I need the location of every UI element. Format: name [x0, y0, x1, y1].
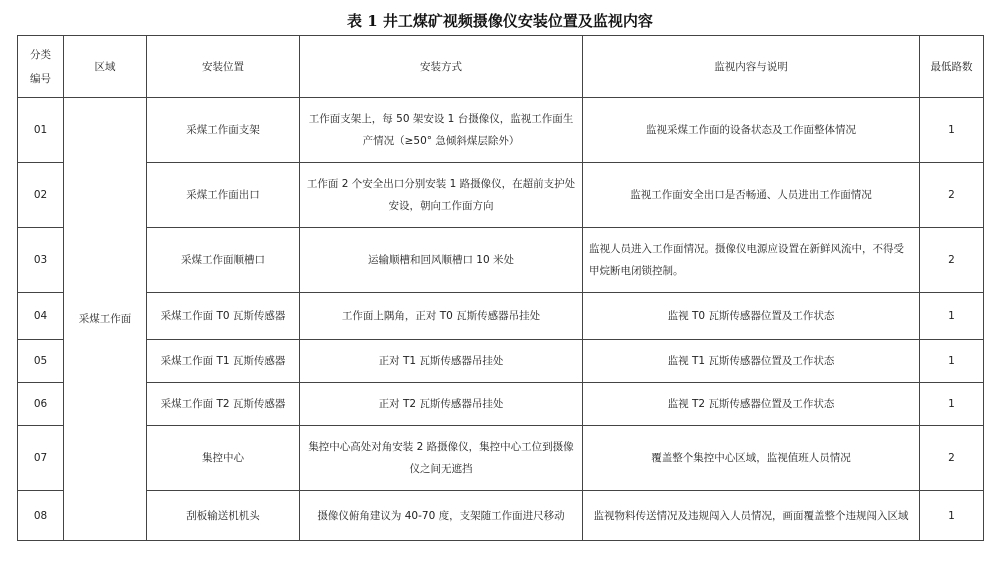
- row-content: 监视工作面安全出口是否畅通、人员进出工作面情况: [583, 163, 920, 228]
- table-row: [18, 491, 984, 541]
- row-content: 监视 T2 瓦斯传感器位置及工作状态: [583, 383, 920, 426]
- row-position: 采煤工作面 T2 瓦斯传感器: [147, 383, 300, 426]
- row-content: 监视 T1 瓦斯传感器位置及工作状态: [583, 340, 920, 383]
- row-id: 06: [18, 383, 64, 426]
- row-id: 02: [18, 163, 64, 228]
- header-id-line1: 分类: [30, 48, 51, 61]
- row-channels: 2: [920, 163, 984, 228]
- row-position: 刮板输送机机头: [147, 491, 300, 541]
- table-row: [18, 228, 984, 293]
- row-channels: 1: [920, 98, 984, 163]
- table-row: [18, 98, 984, 163]
- header-id: [18, 36, 64, 98]
- row-position: 采煤工作面 T1 瓦斯传感器: [147, 340, 300, 383]
- row-id: 08: [18, 491, 64, 541]
- row-channels: 2: [920, 228, 984, 293]
- area-cell: 采煤工作面: [64, 98, 147, 541]
- header-method: 安装方式: [300, 36, 583, 98]
- row-method: 工作面上隅角，正对 T0 瓦斯传感器吊挂处: [300, 293, 583, 340]
- row-channels: 1: [920, 383, 984, 426]
- row-method: 摄像仪俯角建议为 40-70 度，支架随工作面进尺移动: [300, 491, 583, 541]
- row-method: 工作面 2 个安全出口分别安装 1 路摄像仪，在超前支护处安设，朝向工作面方向: [300, 163, 583, 228]
- row-channels: 1: [920, 491, 984, 541]
- row-content: 监视 T0 瓦斯传感器位置及工作状态: [583, 293, 920, 340]
- row-channels: 2: [920, 426, 984, 491]
- table-row: [18, 340, 984, 383]
- row-content: 监视采煤工作面的设备状态及工作面整体情况: [583, 98, 920, 163]
- row-id: 01: [18, 98, 64, 163]
- row-content: 覆盖整个集控中心区域，监视值班人员情况: [583, 426, 920, 491]
- header-position: 安装位置: [147, 36, 300, 98]
- row-position: 采煤工作面支架: [147, 98, 300, 163]
- header-row: [18, 36, 984, 98]
- row-position: 集控中心: [147, 426, 300, 491]
- header-content: 监视内容与说明: [583, 36, 920, 98]
- row-position: 采煤工作面顺槽口: [147, 228, 300, 293]
- row-position: 采煤工作面出口: [147, 163, 300, 228]
- installation-table: [17, 35, 984, 541]
- row-id: 07: [18, 426, 64, 491]
- table-row: [18, 293, 984, 340]
- table-row: [18, 426, 984, 491]
- table-row: [18, 383, 984, 426]
- header-id-line2: 编号: [30, 72, 51, 85]
- row-id: 03: [18, 228, 64, 293]
- table-title: 表 1 井工煤矿视频摄像仪安装位置及监视内容: [347, 12, 653, 30]
- row-position: 采煤工作面 T0 瓦斯传感器: [147, 293, 300, 340]
- row-content: 监视人员进入工作面情况。摄像仪电源应设置在新鲜风流中，不得受甲烷断电闭锁控制。: [583, 228, 920, 293]
- row-id: 04: [18, 293, 64, 340]
- row-channels: 1: [920, 340, 984, 383]
- row-method: 正对 T1 瓦斯传感器吊挂处: [300, 340, 583, 383]
- row-method: 工作面支架上，每 50 架安设 1 台摄像仪，监视工作面生产情况（≥50° 急倾斜煤层除外）: [300, 98, 583, 163]
- row-id: 05: [18, 340, 64, 383]
- row-method: 正对 T2 瓦斯传感器吊挂处: [300, 383, 583, 426]
- row-channels: 1: [920, 293, 984, 340]
- header-min-channels: 最低路数: [920, 36, 984, 98]
- row-method: 运输顺槽和回风顺槽口 10 米处: [300, 228, 583, 293]
- table-row: [18, 163, 984, 228]
- row-method: 集控中心高处对角安装 2 路摄像仪，集控中心工位到摄像仪之间无遮挡: [300, 426, 583, 491]
- header-area: 区域: [64, 36, 147, 98]
- row-content: 监视物料传送情况及违规闯入人员情况，画面覆盖整个违规闯入区域: [583, 491, 920, 541]
